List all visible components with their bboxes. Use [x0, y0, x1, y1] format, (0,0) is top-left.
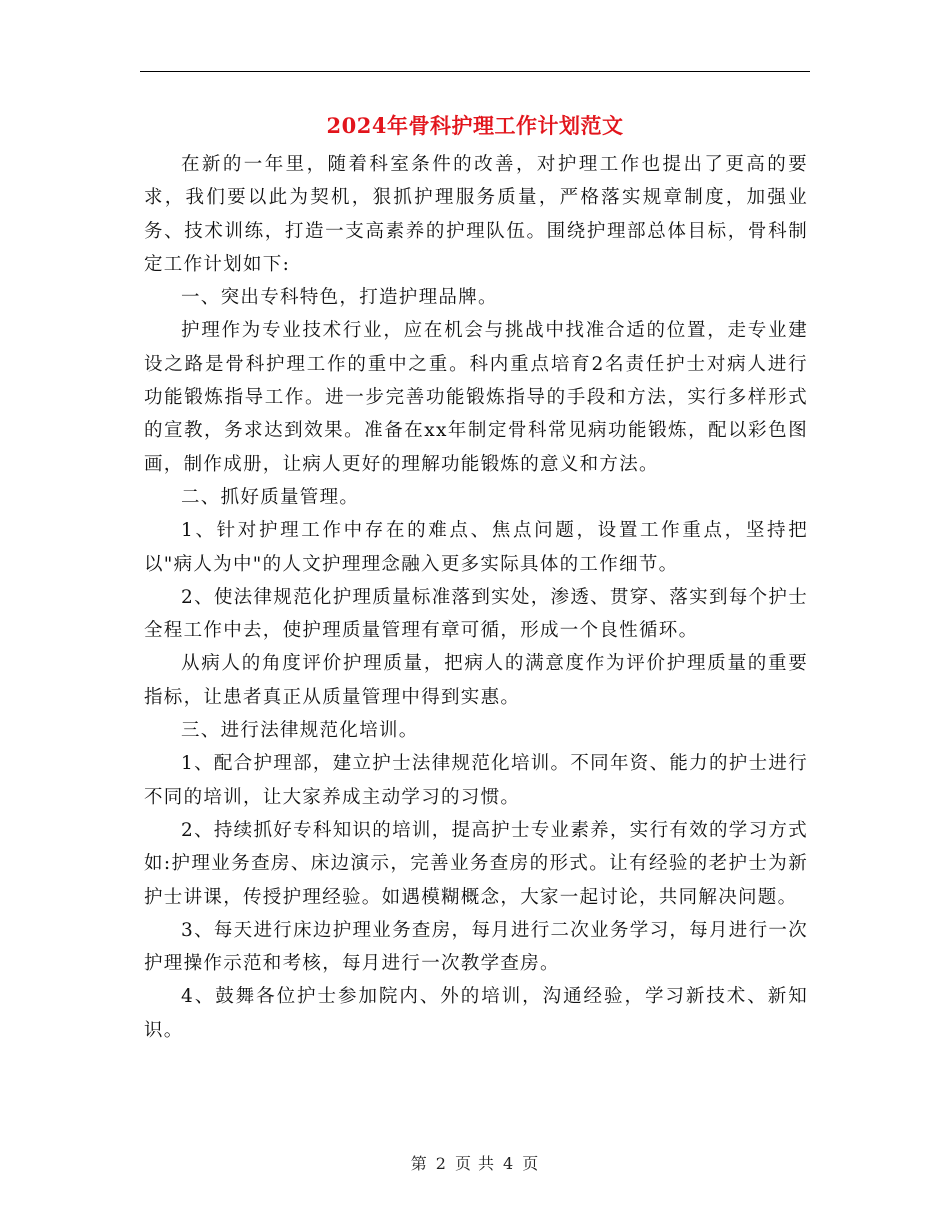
footer-suffix: 页 [522, 1154, 540, 1173]
list-item: 2、使法律规范化护理质量标准落到实处，渗透、贯穿、落实到每个护士全程工作中去，使护理质量管理有章可循，形成一个良性循环。 [144, 586, 808, 642]
footer-prefix: 第 [410, 1154, 428, 1173]
current-page-number: 2 [435, 1154, 447, 1173]
header-divider [140, 71, 810, 72]
page-number-footer [0, 1152, 950, 1176]
paragraph-intro: 在新的一年里，随着科室条件的改善，对护理工作也提出了更高的要求，我们要以此为契机，狠抓护理服务质量，严格落实规章制度，加强业务、技术训练，打造一支高素养的护理队伍。围绕护理部总体目标，骨科制定工作计划如下: [144, 154, 808, 275]
list-item: 4、鼓舞各位护士参加院内、外的培训，沟通经验，学习新技术、新知识。 [144, 986, 808, 1041]
list-item: 2、持续抓好专科知识的培训，提高护士专业素养，实行有效的学习方式如:护理业务查房、床边演示，完善业务查房的形式。让有经验的老护士为新护士讲课，传授护理经验。如遇模糊概念，大家一起讨论，共同解决问题。 [144, 819, 808, 908]
section-heading-2: 二、抓好质量管理。 [181, 486, 360, 508]
paragraph: 从病人的角度评价护理质量，把病人的满意度作为评价护理质量的重要指标，让患者真正从质量管理中得到实惠。 [144, 653, 808, 708]
footer-middle: 页 共 [454, 1154, 496, 1173]
list-item: 3、每天进行床边护理业务查房，每月进行二次业务学习，每月进行一次护理操作示范和考核，每月进行一次教学查房。 [144, 919, 808, 975]
list-item: 1、针对护理工作中存在的难点、焦点问题，设置工作重点，坚持把以"病人为中"的人文护理理念融入更多实际具体的工作细节。 [144, 520, 808, 575]
section-heading-1: 一、突出专科特色，打造护理品牌。 [181, 287, 498, 309]
total-pages-number: 4 [503, 1154, 515, 1173]
list-item: 1、配合护理部，建立护士法律规范化培训。不同年资、能力的护士进行不同的培训，让大家养成主动学习的习惯。 [144, 753, 808, 808]
document-title: 2024年骨科护理工作计划范文 [326, 113, 624, 138]
section-heading-3: 三、进行法律规范化培训。 [181, 720, 419, 742]
paragraph: 护理作为专业技术行业，应在机会与挑战中找准合适的位置，走专业建设之路是骨科护理工作的重中之重。科内重点培育2名责任护士对病人进行功能锻炼指导工作。进一步完善功能锻炼指导的手段和方法，实行多样形式的宣教，务求达到效果。准备在xx年制定骨科常见病功能锻炼，配以彩色图画，制作成册，让病人更好的理解功能锻炼的意义和方法。 [144, 320, 808, 475]
document-body [144, 148, 808, 1047]
